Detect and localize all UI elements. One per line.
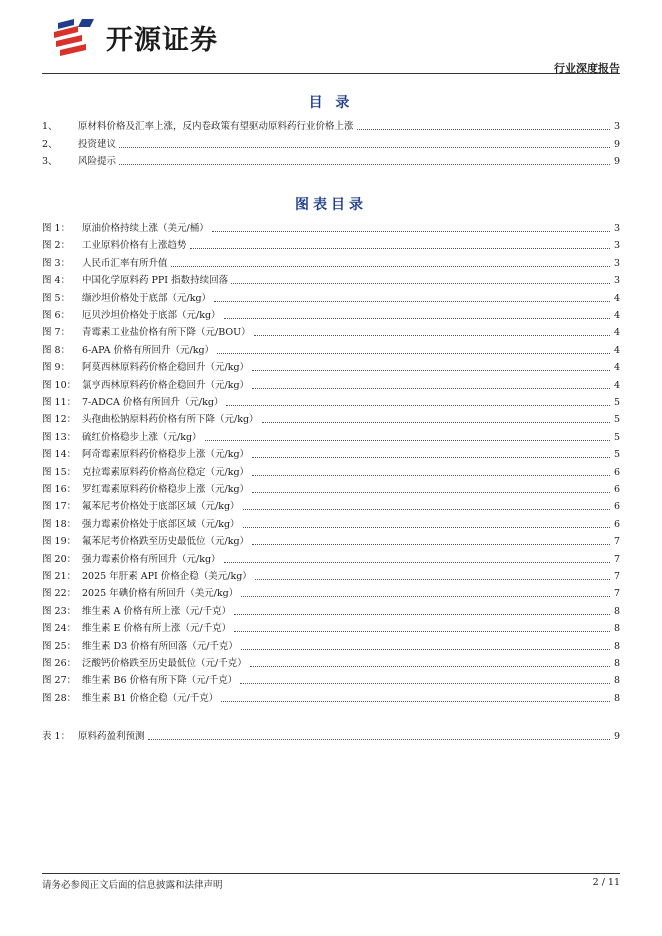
figure-entry-number: 图 7：: [42, 327, 71, 339]
figure-entry[interactable]: [42, 305, 620, 322]
figure-entry-page[interactable]: 4: [613, 310, 620, 321]
figure-entry-number: 图 24：: [42, 623, 77, 635]
figure-entry[interactable]: [42, 218, 620, 235]
figure-entry-page[interactable]: 3: [613, 240, 620, 252]
figure-entry-page[interactable]: 3: [613, 257, 620, 269]
table-entry-label[interactable]: 原料药盈利预测: [78, 731, 145, 742]
page-number: 2 / 11: [592, 877, 620, 888]
dot-leader: [252, 387, 610, 389]
figure-entry-page[interactable]: 5: [613, 397, 620, 408]
dot-leader: [212, 230, 610, 232]
figure-entry[interactable]: [42, 566, 620, 583]
figure-entry-number: 图 22：: [42, 588, 77, 600]
figure-entry-page[interactable]: 8: [613, 605, 620, 617]
figure-entry-number: 图 3：: [42, 257, 71, 269]
figure-entry-number: 图 9：: [42, 362, 71, 374]
figure-entry-label[interactable]: 缬沙坦价格处于底部（元/kg）: [82, 292, 212, 304]
figure-entry-label[interactable]: 工业原料价格有上涨趋势: [82, 240, 187, 252]
figure-entry[interactable]: [42, 392, 620, 409]
dot-leader: [214, 300, 610, 302]
figure-entry-number: 图 12：: [42, 414, 77, 426]
figure-entry-number: 图 14：: [42, 449, 77, 461]
figure-entry[interactable]: [42, 235, 620, 252]
dot-leader: [241, 595, 610, 597]
figure-entry-page[interactable]: 6: [613, 501, 620, 513]
figure-entry[interactable]: [42, 270, 620, 287]
figure-entry-label[interactable]: 强力霉素价格处于底部区域（元/kg）: [82, 518, 240, 530]
dot-leader: [243, 526, 610, 528]
figure-entry-page[interactable]: 8: [613, 658, 620, 669]
figure-entry[interactable]: [42, 601, 620, 618]
figure-entry-number: 图 28：: [42, 692, 77, 704]
header-divider: [42, 73, 620, 74]
figure-entry[interactable]: [42, 636, 620, 653]
dot-leader: [252, 456, 610, 458]
figure-entry-label[interactable]: 7-ADCA 价格有所回升（元/kg）: [82, 397, 224, 408]
figure-entry-label[interactable]: 阿奇霉素原料药价格稳步上涨（元/kg）: [82, 449, 250, 461]
dot-leader: [250, 665, 610, 667]
toc-entry[interactable]: [42, 116, 620, 133]
figure-entry-number: 图 11：: [42, 397, 77, 408]
toc-entry-number: 2、: [42, 138, 58, 150]
figure-entry-label[interactable]: 维生素 E 价格有所上涨（元/千克）: [82, 623, 232, 635]
figure-entry[interactable]: [42, 670, 620, 687]
figure-entry-number: 图 2：: [42, 240, 71, 252]
figure-entry[interactable]: [42, 496, 620, 513]
dot-leader: [252, 491, 610, 493]
figure-entry-label[interactable]: 青霉素工业盐价格有所下降（元/BOU）: [82, 327, 251, 339]
figure-entry[interactable]: [42, 357, 620, 374]
figure-entry[interactable]: [42, 409, 620, 426]
toc-entry-label[interactable]: 风险提示: [78, 156, 117, 167]
figure-entry-label[interactable]: 维生素 B1 价格企稳（元/千克）: [82, 692, 219, 704]
figure-entry-label[interactable]: 硫红价格稳步上涨（元/kg）: [82, 431, 202, 443]
figure-entry-label[interactable]: 氟苯尼考价格处于底部区域（元/kg）: [82, 501, 240, 513]
figure-entry-page[interactable]: 5: [613, 414, 620, 426]
figure-entry[interactable]: [42, 288, 620, 305]
dot-leader: [205, 439, 610, 441]
figure-entry[interactable]: [42, 375, 620, 392]
figure-entry-number: 图 10：: [42, 379, 77, 391]
figure-entry-page[interactable]: 7: [613, 536, 620, 548]
dot-leader: [226, 404, 610, 406]
dot-leader: [262, 421, 610, 423]
figure-entry-page[interactable]: 7: [613, 588, 620, 600]
figure-entry[interactable]: [42, 479, 620, 496]
toc-entry[interactable]: [42, 134, 620, 151]
figure-entry-label[interactable]: 罗红霉素原料药价格稳步上涨（元/kg）: [82, 484, 250, 495]
dot-leader: [217, 352, 610, 354]
company-logo: [52, 17, 218, 57]
figure-entry-label[interactable]: 人民币汇率有所升值: [82, 257, 168, 269]
logo-mark-icon: [52, 17, 100, 57]
dot-leader: [190, 247, 610, 249]
figure-entry-page[interactable]: 8: [613, 692, 620, 704]
figure-entry-number: 图 26：: [42, 658, 77, 669]
dot-leader: [234, 630, 610, 632]
dot-leader: [224, 317, 610, 319]
dot-leader: [357, 128, 610, 130]
figure-entry-label[interactable]: 泛酸钙价格跌至历史最低位（元/千克）: [82, 658, 247, 669]
toc-entry-label[interactable]: 投资建议: [78, 138, 117, 150]
figure-entry[interactable]: [42, 462, 620, 479]
figure-entry-number: 图 25：: [42, 640, 77, 652]
report-type-label: 行业深度报告: [554, 62, 620, 75]
figure-entry-number: 图 17：: [42, 501, 77, 513]
figure-entry-label[interactable]: 头孢曲松钠原料药价格有所下降（元/kg）: [82, 414, 259, 426]
page-header: [0, 0, 662, 80]
table-entry[interactable]: [42, 726, 620, 743]
figure-entry[interactable]: [42, 444, 620, 461]
figure-entry-number: 图 15：: [42, 466, 77, 478]
figure-entry-page[interactable]: 6: [613, 518, 620, 530]
dot-leader: [231, 282, 610, 284]
figure-entry[interactable]: [42, 322, 620, 339]
toc-entry-label[interactable]: 原材料价格及汇率上涨，反内卷政策有望驱动原料药行业价格上涨: [78, 121, 354, 132]
figure-entry-label[interactable]: 克拉霉素原料药价格高位稳定（元/kg）: [82, 466, 250, 478]
figure-entry-number: 图 8：: [42, 344, 71, 356]
figure-entry[interactable]: [42, 549, 620, 566]
figure-entry-page[interactable]: 4: [613, 344, 620, 356]
dot-leader: [255, 578, 610, 580]
figure-entry-label[interactable]: 维生素 B6 价格有所下降（元/千克）: [82, 675, 238, 687]
figure-entry[interactable]: [42, 653, 620, 670]
figure-entry[interactable]: [42, 583, 620, 600]
dot-leader: [240, 682, 610, 684]
figure-entry-number: 图 19：: [42, 536, 77, 548]
figure-entry-label[interactable]: 厄贝沙坦价格处于底部（元/kg）: [82, 310, 221, 321]
figure-entry-label[interactable]: 6-APA 价格有所回升（元/kg）: [82, 344, 215, 356]
figure-entry-page[interactable]: 3: [613, 275, 620, 287]
figure-entry[interactable]: [42, 531, 620, 548]
figure-entry-label[interactable]: 阿莫西林原料药价格企稳回升（元/kg）: [82, 362, 250, 374]
figure-entry-number: 图 5：: [42, 292, 71, 304]
figure-entry-page[interactable]: 5: [613, 431, 620, 443]
toc-entry-page[interactable]: 3: [613, 121, 620, 132]
dot-leader: [119, 146, 610, 148]
figure-entry-number: 图 18：: [42, 518, 77, 530]
table-entry-number: 表 1：: [42, 731, 71, 742]
figure-entry-page[interactable]: 8: [613, 675, 620, 687]
figure-entry-page[interactable]: 5: [613, 449, 620, 461]
figure-entry-label[interactable]: 2025 年碘价格有所回升（美元/kg）: [82, 588, 239, 600]
toc-entry-page[interactable]: 9: [613, 138, 620, 150]
table-entry-page[interactable]: 9: [613, 731, 620, 742]
footer-disclaimer: 请务必参阅正文后面的信息披露和法律声明: [42, 880, 223, 891]
figure-entry-page[interactable]: 6: [613, 466, 620, 478]
figure-entry-number: 图 1：: [42, 223, 71, 234]
figure-entry-page[interactable]: 8: [613, 623, 620, 635]
figure-entry-label[interactable]: 氟苯尼考价格跌至历史最低位（元/kg）: [82, 536, 250, 548]
toc-entry-number: 1、: [42, 121, 58, 132]
figure-entry[interactable]: [42, 688, 620, 705]
dot-leader: [252, 369, 610, 371]
figure-entry[interactable]: [42, 427, 620, 444]
figure-entry-number: 图 27：: [42, 675, 77, 687]
figure-entry[interactable]: [42, 340, 620, 357]
dot-leader: [224, 561, 610, 563]
figure-entry-page[interactable]: 4: [613, 327, 620, 339]
figure-entry-page[interactable]: 3: [613, 223, 620, 234]
figure-entry[interactable]: [42, 618, 620, 635]
dot-leader: [171, 265, 610, 267]
figure-entry-number: 图 13：: [42, 431, 77, 443]
dot-leader: [243, 508, 610, 510]
figure-entry-number: 图 23：: [42, 605, 77, 617]
figure-entry-number: 图 16：: [42, 484, 77, 495]
figure-entry-number: 图 20：: [42, 553, 77, 565]
figure-entry-page[interactable]: 4: [613, 379, 620, 391]
figure-entry-label[interactable]: 维生素 D3 价格有所回落（元/千克）: [82, 640, 238, 652]
dot-leader: [241, 648, 610, 650]
figure-entry-label[interactable]: 中国化学原料药 PPI 指数持续回落: [82, 275, 229, 287]
figure-entry-number: 图 4：: [42, 275, 71, 287]
company-name: 开源证券: [106, 24, 218, 56]
figure-entry-label[interactable]: 2025 年肝素 API 价格企稳（美元/kg）: [82, 571, 252, 582]
figure-entry-page[interactable]: 4: [613, 362, 620, 374]
toc-title: 目 录: [308, 95, 354, 111]
figure-entry-page[interactable]: 6: [613, 484, 620, 495]
dot-leader: [254, 334, 610, 336]
figure-entry-page[interactable]: 7: [613, 553, 620, 565]
dot-leader: [148, 738, 610, 740]
figure-entry-label[interactable]: 维生素 A 价格有所上涨（元/千克）: [82, 605, 232, 617]
figure-entry[interactable]: [42, 514, 620, 531]
footer-divider: [42, 873, 620, 874]
dot-leader: [221, 700, 610, 702]
figure-entry-label[interactable]: 氯亨西林原料药价格企稳回升（元/kg）: [82, 379, 250, 391]
dot-leader: [234, 613, 610, 615]
toc-entry-page[interactable]: 9: [613, 156, 620, 167]
toc-entry-number: 3、: [42, 156, 58, 167]
dot-leader: [252, 474, 610, 476]
figure-entry[interactable]: [42, 253, 620, 270]
figure-entry-page[interactable]: 7: [613, 571, 620, 582]
toc-entry[interactable]: [42, 151, 620, 168]
figure-entry-label[interactable]: 原油价格持续上涨（美元/桶）: [82, 223, 209, 234]
figures-title: 图表目录: [295, 197, 367, 213]
figure-entry-page[interactable]: 4: [613, 292, 620, 304]
figure-entry-label[interactable]: 强力霉素价格有所回升（元/kg）: [82, 553, 221, 565]
figure-entry-number: 图 6：: [42, 310, 71, 321]
dot-leader: [252, 543, 610, 545]
figure-entry-number: 图 21：: [42, 571, 77, 582]
dot-leader: [119, 163, 610, 165]
figure-entry-page[interactable]: 8: [613, 640, 620, 652]
